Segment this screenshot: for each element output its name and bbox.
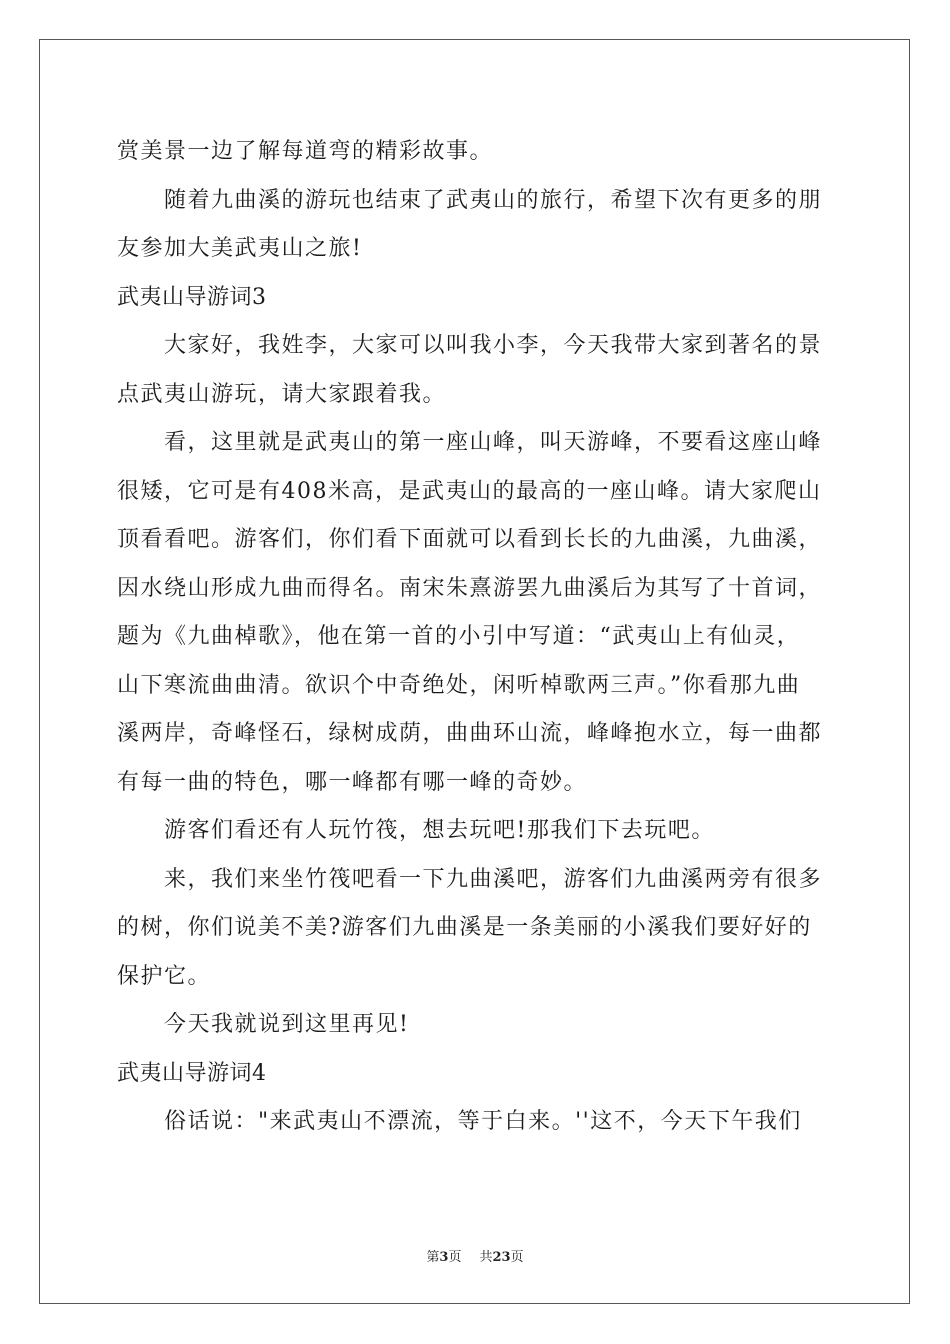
text-line: 山下寒流曲曲清。欲识个中奇绝处，闲听棹歌两三声。”你看那九曲 <box>117 672 801 698</box>
page-suffix: 页 <box>448 1250 462 1265</box>
text-line: 点武夷山游玩，请大家跟着我。 <box>117 381 447 407</box>
section-heading: 武夷山导游词3 <box>117 284 267 310</box>
section-heading: 武夷山导游词4 <box>117 1060 267 1086</box>
page-prefix: 第 <box>426 1250 440 1265</box>
paragraph-start-line: 看，这里就是武夷山的第一座山峰，叫天游峰，不要看这座山峰 <box>164 430 823 455</box>
paragraph-start-line: 随着九曲溪的游玩也结束了武夷山的旅行，希望下次有更多的朋 <box>164 187 823 213</box>
page-footer <box>0 1246 950 1265</box>
paragraph-start-line: 俗话说："来武夷山不漂流，等于白来。''这不，今天下午我们 <box>164 1109 802 1134</box>
text-line: 很矮，它可是有408米高，是武夷山的最高的一座山峰。请大家爬山 <box>117 478 822 504</box>
text-line: 溪两岸，奇峰怪石，绿树成荫，曲曲环山流，峰峰抱水立，每一曲都 <box>117 721 823 746</box>
paragraph-start-line: 游客们看还有人玩竹筏，想去玩吧!那我们下去玩吧。 <box>164 818 715 843</box>
text-line: 有每一曲的特色，哪一峰都有哪一峰的奇妙。 <box>117 769 588 795</box>
text-line: 顶看看吧。游客们，你们看下面就可以看到长长的九曲溪，九曲溪， <box>117 527 823 552</box>
text-line: 友参加大美武夷山之旅! <box>117 236 363 261</box>
total-pages: 23 <box>492 1250 511 1265</box>
paragraph-start-line: 大家好，我姓李，大家可以叫我小李，今天我带大家到著名的景 <box>164 333 823 358</box>
total-prefix: 共 <box>479 1250 493 1265</box>
text-line: 因水绕山形成九曲而得名。南宋朱熹游罢九曲溪后为其写了十首词， <box>117 575 823 601</box>
text-line: 的树，你们说美不美?游客们九曲溪是一条美丽的小溪我们要好好的 <box>117 915 812 940</box>
text-line: 题为《九曲棹歌》，他在第一首的小引中写道：“武夷山上有仙灵， <box>117 624 801 649</box>
page-number: 3 <box>439 1250 449 1265</box>
paragraph-start-line: 今天我就说到这里再见! <box>164 1012 410 1037</box>
total-suffix: 页 <box>510 1250 524 1265</box>
paragraph-start-line: 来，我们来坐竹筏吧看一下九曲溪吧，游客们九曲溪两旁有很多 <box>164 866 823 892</box>
document-body <box>117 128 833 1147</box>
text-line: 保护它。 <box>117 963 212 989</box>
text-line: 赏美景一边了解每道弯的精彩故事。 <box>117 139 494 164</box>
